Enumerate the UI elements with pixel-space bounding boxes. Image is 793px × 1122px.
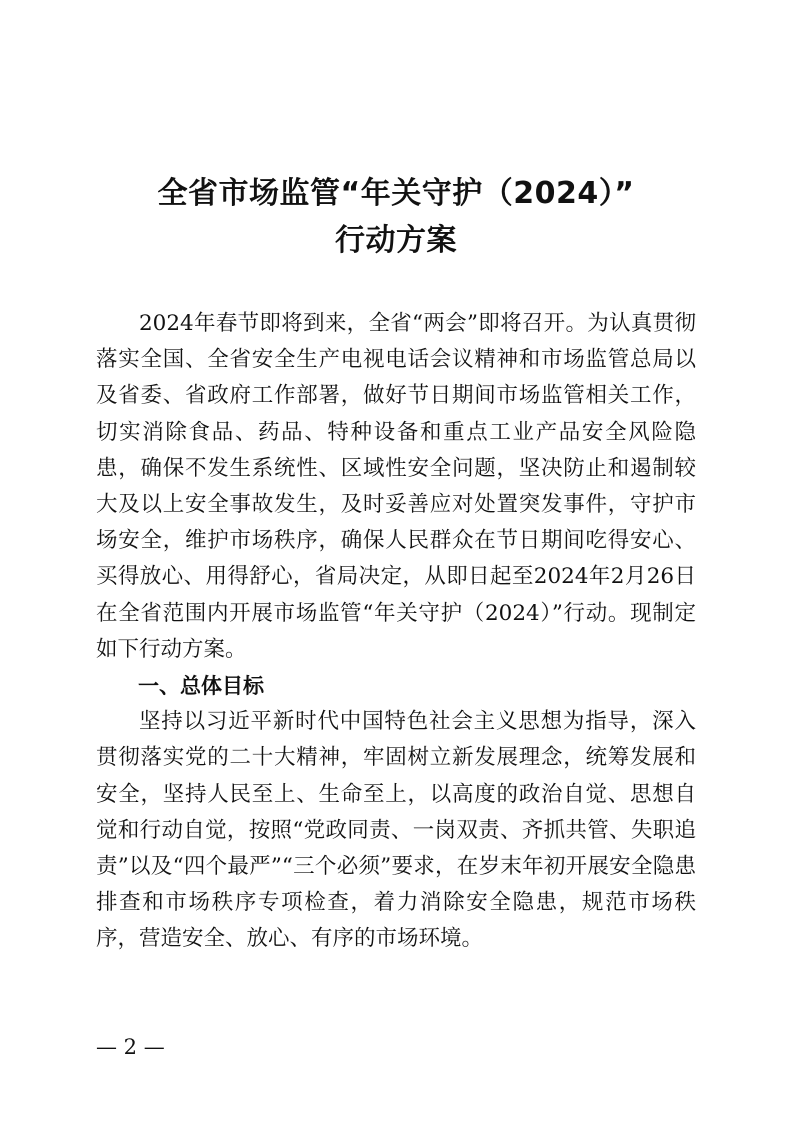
title-line-1: 全省市场监管“年关守护（2024）”	[157, 176, 635, 211]
title-line-2: 行动方案	[335, 223, 457, 258]
page-number: — 2 —	[96, 1035, 165, 1059]
section-heading-overall-goals: 一、总体目标	[138, 674, 264, 699]
document-body	[96, 306, 696, 958]
intro-paragraph: 2024年春节即将到来，全省“两会”即将召开。为认真贯彻落实全国、全省安全生产电视电话会议精神和市场监管总局以及省委、省政府工作部署，做好节日期间市场监管相关工作，切实消除食品、药品、特种设备和重点工业产品安全风险隐患，确保不发生系统性、区域性安全问题，坚决防止和遏制较大及以上安全事故发生，及时妥善应对处置突发事件，守护市场安全，维护市场秩序，确保人民群众在节日期间吃得安心、买得放心、用得舒心，省局决定，从即日起至2024年2月26日在全省范围内开展市场监管“年关守护（2024）”行动。现制定如下行动方案。	[96, 311, 696, 662]
overall-goals-paragraph: 坚持以习近平新时代中国特色社会主义思想为指导，深入贯彻落实党的二十大精神，牢固树立新发展理念，统筹发展和安全，坚持人民至上、生命至上，以高度的政治自觉、思想自觉和行动自觉，按照“党政同责、一岗双责、齐抓共管、失职追责”以及“四个最严”“三个必须”要求，在岁末年初开展安全隐患排查和市场秩序专项检查，着力消除安全隐患，规范市场秩序，营造安全、放心、有序的市场环境。	[96, 709, 696, 952]
document-title	[96, 170, 696, 264]
